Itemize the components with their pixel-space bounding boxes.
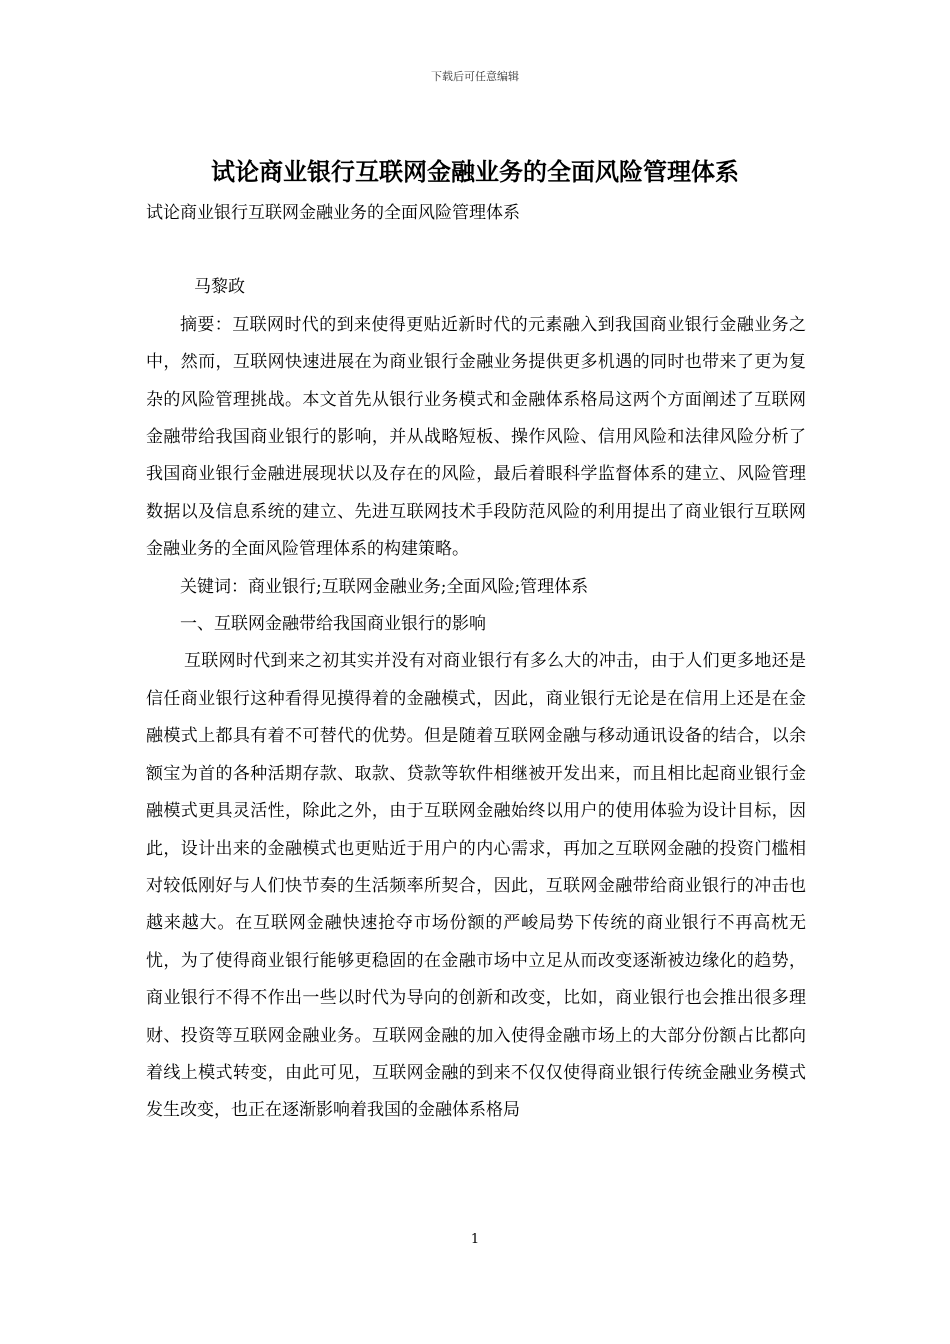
abstract-paragraph: 摘要：互联网时代的到来使得更贴近新时代的元素融入到我国商业银行金融业务之中，然而，互联网快速进展在为商业银行金融业务提供更多机遇的同时也带来了更为复杂的风险管理挑战。本文首先从银行业务模式和金融体系格局这两个方面阐述了互联网金融带给我国商业银行的影响，并从战略短板、操作风险、信用风险和法律风险分析了我国商业银行金融进展现状以及存在的风险，最后着眼科学监督体系的建立、风险管理数据以及信息系统的建立、先进互联网技术手段防范风险的利用提出了商业银行互联网金融业务的全面风险管理体系的构建策略。	[146, 314, 806, 560]
body-paragraph: 互联网时代到来之初其实并没有对商业银行有多么大的冲击，由于人们更多地还是信任商业银行这种看得见摸得着的金融模式，因此，商业银行无论是在信用上还是在金融模式上都具有着不可替代的优势。但是随着互联网金融与移动通讯设备的结合，以余额宝为首的各种活期存款、取款、贷款等软件相继被开发出来，而且相比起商业银行金融模式更具灵活性，除此之外，由于互联网金融始终以用户的使用体验为设计目标，因此，设计出来的金融模式也更贴近于用户的内心需求，再加之互联网金融的投资门槛相对较低刚好与人们快节奏的生活频率所契合，因此，互联网金融带给商业银行的冲击也越来越大。在互联网金融快速抢夺市场份额的严峻局势下传统的商业银行不再高枕无忧，为了使得商业银行能够更稳固的在金融市场中立足从而改变逐渐被边缘化的趋势，商业银行不得不作出一些以时代为导向的创新和改变，比如，商业银行也会推出很多理财、投资等互联网金融业务。互联网金融的加入使得金融市场上的大部分份额占比都向着线上模式转变，由此可见，互联网金融的到来不仅仅使得商业银行传统金融业务模式发生改变，也正在逐渐影响着我国的金融体系格局	[146, 651, 806, 1121]
document-subtitle: 试论商业银行互联网金融业务的全面风险管理体系	[146, 203, 520, 223]
author-name: 马黎政	[194, 277, 245, 298]
page-number: 1	[470, 1232, 480, 1247]
document-title: 试论商业银行互联网金融业务的全面风险管理体系	[211, 158, 739, 186]
document-body	[146, 195, 806, 1130]
keywords-line: 关键词：商业银行;互联网金融业务;全面风险;管理体系	[180, 576, 589, 597]
section-heading: 一、互联网金融带给我国商业银行的影响	[180, 614, 486, 635]
page-header-note: 下载后可任意编辑	[431, 70, 519, 83]
